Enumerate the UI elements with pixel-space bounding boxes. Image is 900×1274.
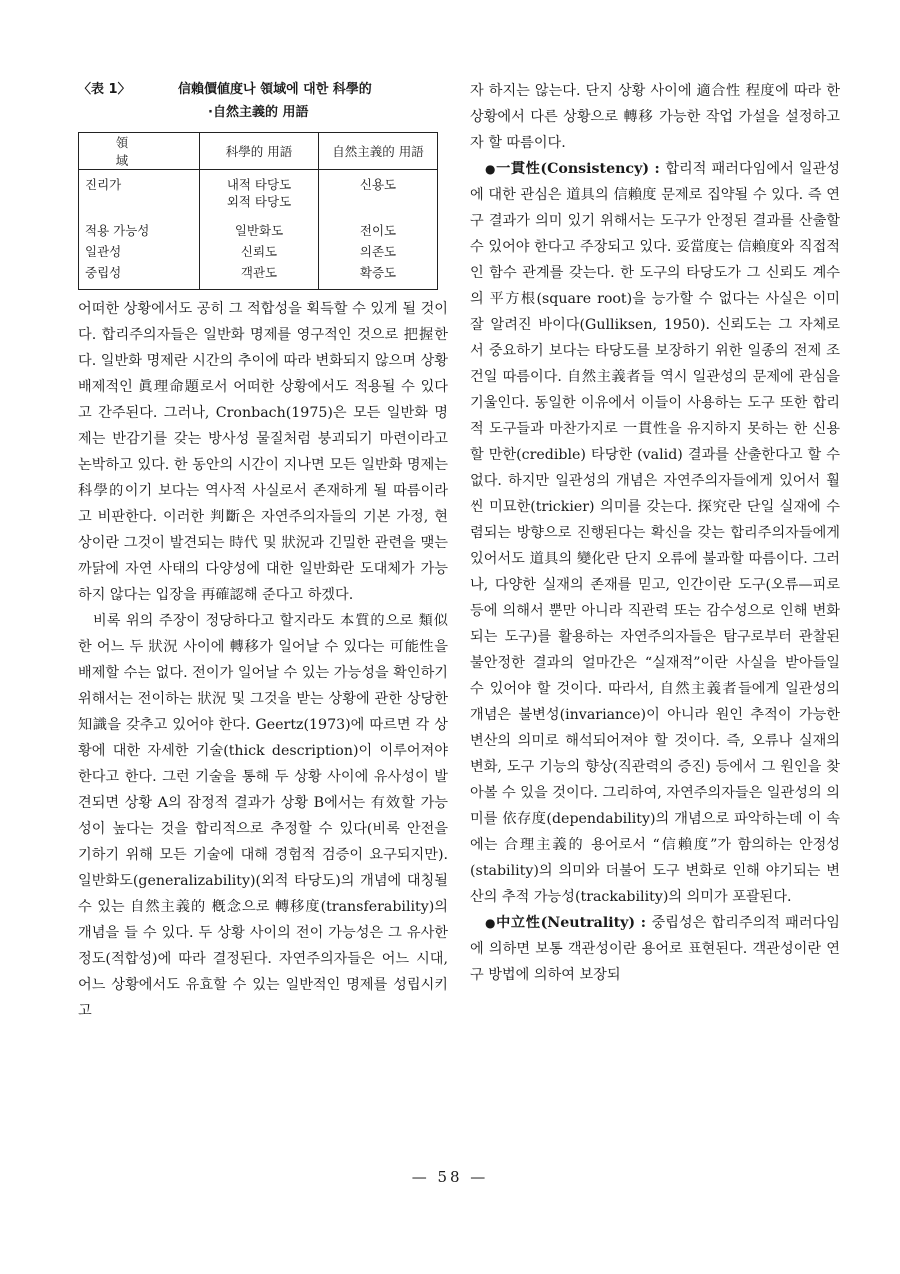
table-cell-domain: 중립성 [79, 262, 200, 290]
bullet-icon: ● [485, 916, 497, 930]
bullet-icon: ● [485, 162, 497, 176]
table-cell-domain: 일관성 [79, 241, 200, 262]
consistency-paragraph [470, 156, 840, 910]
table-cell-science: 일반화도 [200, 212, 319, 241]
left-paragraph-1: 어떠한 상황에서도 공히 그 적합성을 획득할 수 있게 될 것이다. 합리주의자들은 일반화 명제를 영구적인 것으로 把握한다. 일반화 명제란 시간의 추이에 따라 변화되지 않으며 상황 배제적인 眞理命題로서 어떠한 상황에서도 적용될 수 있다고 간주된다. 그러나, Cronbach(1975)은 모든 일반화 명제는 반감기를 갖는 방사성 물질처럼 붕괴되기 마련이라고 논박하고 있다. 한 동안의 시간이 지나면 모든 일반화 명제는 科學的이기 보다는 역사적 사실로서 존재하게 될 따름이라고 비판한다. 이러한 判斷은 자연주의자들의 기본 가정, 현상이란 그것이 발견되는 時代 및 狀況과 긴밀한 관련을 맺는 까닭에 자연 사태의 다양성에 대한 일반화란 도대체가 가능하지 않다는 입장을 再確認해 준다고 하겠다. [78, 301, 448, 603]
table-cell-naturalist: 의존도 [319, 241, 438, 262]
terminology-table [78, 132, 438, 290]
neutrality-paragraph [470, 910, 840, 988]
page-number: — 58 — [411, 1168, 489, 1186]
table-header-row [79, 133, 438, 170]
table-header-domain: 領 域 [79, 133, 200, 170]
table-row [79, 212, 438, 241]
right-column [470, 78, 840, 988]
consistency-text: 합리적 패러다임에서 일관성에 대한 관심은 道具의 信賴度 문제로 집약될 수 있다. 즉 연구 결과가 의미 있기 위해서는 도구가 안정된 결과를 산출할 수 있어야 한다고 주장되고 있다. 妥當度는 信賴度와 직접적인 함수 관계를 갖는다. 한 도구의 타당도가 그 신뢰도 계수의 平方根(square root)을 능가할 수 없다는 사실은 이미 잘 알려진 바이다(Gulliksen, 1950). 신뢰도는 그 자체로서 중요하기 보다는 타당도를 보장하기 위한 일종의 전제 조건일 따름이다. 自然主義者들 역시 일관성의 문제에 관심을 기울인다. 동일한 이유에서 이들이 사용하는 도구 또한 합리적 도구들과 마찬가지로 一貫性을 유지하지 못하는 한 신용할 만한(credible) 타당한 (valid) 결과를 산출한다고 할 수 없다. 하지만 일관성의 개념은 자연주의자들에게 있어서 훨씬 미묘한(trickier) 의미를 갖는다. 探究란 단일 실재에 수렴되는 방향으로 진행된다는 확신을 갖는 합리주의자들에게 있어서도 道具의 變化란 단지 오류에 불과할 따름이다. 그러나, 다양한 실재의 존재를 믿고, 인간이란 도구(오류—피로 등에 의해서 뿐만 아니라 직관력 또는 감수성으로 인해 변화되는 도구)를 활용하는 자연주의자들은 탐구로부터 관찰된 불안정한 결과의 얼마간은 “실재적”이란 사실을 받아들일 수 있어야 할 것이다. 따라서, 自然主義者들에게 일관성의 개념은 불변성(invariance)이 아니라 원인 추적이 가능한 변산의 의미로 해석되어져야 할 것이다. 즉, 오류나 실재의 변화, 도구 기능의 향상(직관력의 증진) 등에서 그 원인을 찾아볼 수 있을 것이다. 그리하여, 자연주의자들은 일관성의 의미를 依存度(dependability)의 개념으로 파악하는데 이 속에는 合理主義的 용어로서 “信賴度”가 함의하는 안정성(stability)의 의미와 더불어 도구 변화로 인해 야기되는 변산의 추적 가능성(trackability)의 의미가 포괄된다. [470, 161, 840, 905]
right-paragraph-1: 자 하지는 않는다. 단지 상황 사이에 適合性 程度에 따라 한 상황에서 다른 상황으로 轉移 가능한 작업 가설을 설정하고자 할 따름이다. [470, 83, 840, 151]
left-paragraph-2: 비록 위의 주장이 정당하다고 할지라도 本質的으로 類似한 어느 두 狀況 사이에 轉移가 일어날 수 있다는 可能性을 배제할 수는 없다. 전이가 일어날 수 있는 가능성을 확인하기 위해서는 전이하는 狀況 및 그것을 받는 상황에 관한 상당한 知識을 갖추고 있어야 한다. Geertz(1973)에 따르면 각 상황에 대한 자세한 기술(thick description)이 이루어져야 한다고 한다. 그런 기술을 통해 두 상황 사이에 유사성이 발견되면 상황 A의 잠정적 결과가 상황 B에서는 有效할 가능성이 높다는 것을 합리적으로 추정할 수 있다(비록 안전을 기하기 위해 모든 기술에 대해 경험적 검증이 요구되지만). 일반화도(generalizability)(외적 타당도)의 개념에 대칭될 수 있는 自然主義的 槪念으로 轉移度(transferability)의 개념을 들 수 있다. 두 상황 사이의 전이 가능성은 그 유사한 정도(적합성)에 따라 결정된다. 자연주의자들은 어느 시대, 어느 상황에서도 유효할 수 있는 일반적인 명제를 성립시키고 [78, 613, 448, 1019]
left-column [78, 78, 448, 1024]
table-caption-title: 信賴價値度나 領域에 대한 科學的 [178, 82, 372, 97]
consistency-heading: 一貫性(Consistency) : [496, 161, 666, 177]
table-caption-number: 〈表 1〉 [78, 82, 131, 97]
table-row [79, 241, 438, 262]
table-header-naturalist: 自然主義的 用語 [319, 133, 438, 170]
neutrality-text: 중립성은 합리주의적 패러다임에 의하면 보통 객관성이란 용어로 표현된다. 객관성이란 연구 방법에 의하여 보장되 [470, 915, 840, 983]
neutrality-heading: 中立性(Neutrality) : [496, 915, 652, 931]
table-cell-science: 신뢰도 [200, 241, 319, 262]
table-cell-domain: 진리가 [79, 170, 200, 213]
table-row [79, 170, 438, 213]
table-cell-naturalist: 확증도 [319, 262, 438, 290]
table-cell-science: 내적 타당도 외적 타당도 [200, 170, 319, 213]
table-caption-subtitle: ·自然主義的 用語 [208, 105, 309, 120]
table-cell-domain: 적용 가능성 [79, 212, 200, 241]
table-cell-science: 객관도 [200, 262, 319, 290]
table-row [79, 262, 438, 290]
table-cell-naturalist: 신용도 [319, 170, 438, 213]
table-caption [78, 78, 448, 124]
table-cell-naturalist: 전이도 [319, 212, 438, 241]
table-header-science: 科學的 用語 [200, 133, 319, 170]
